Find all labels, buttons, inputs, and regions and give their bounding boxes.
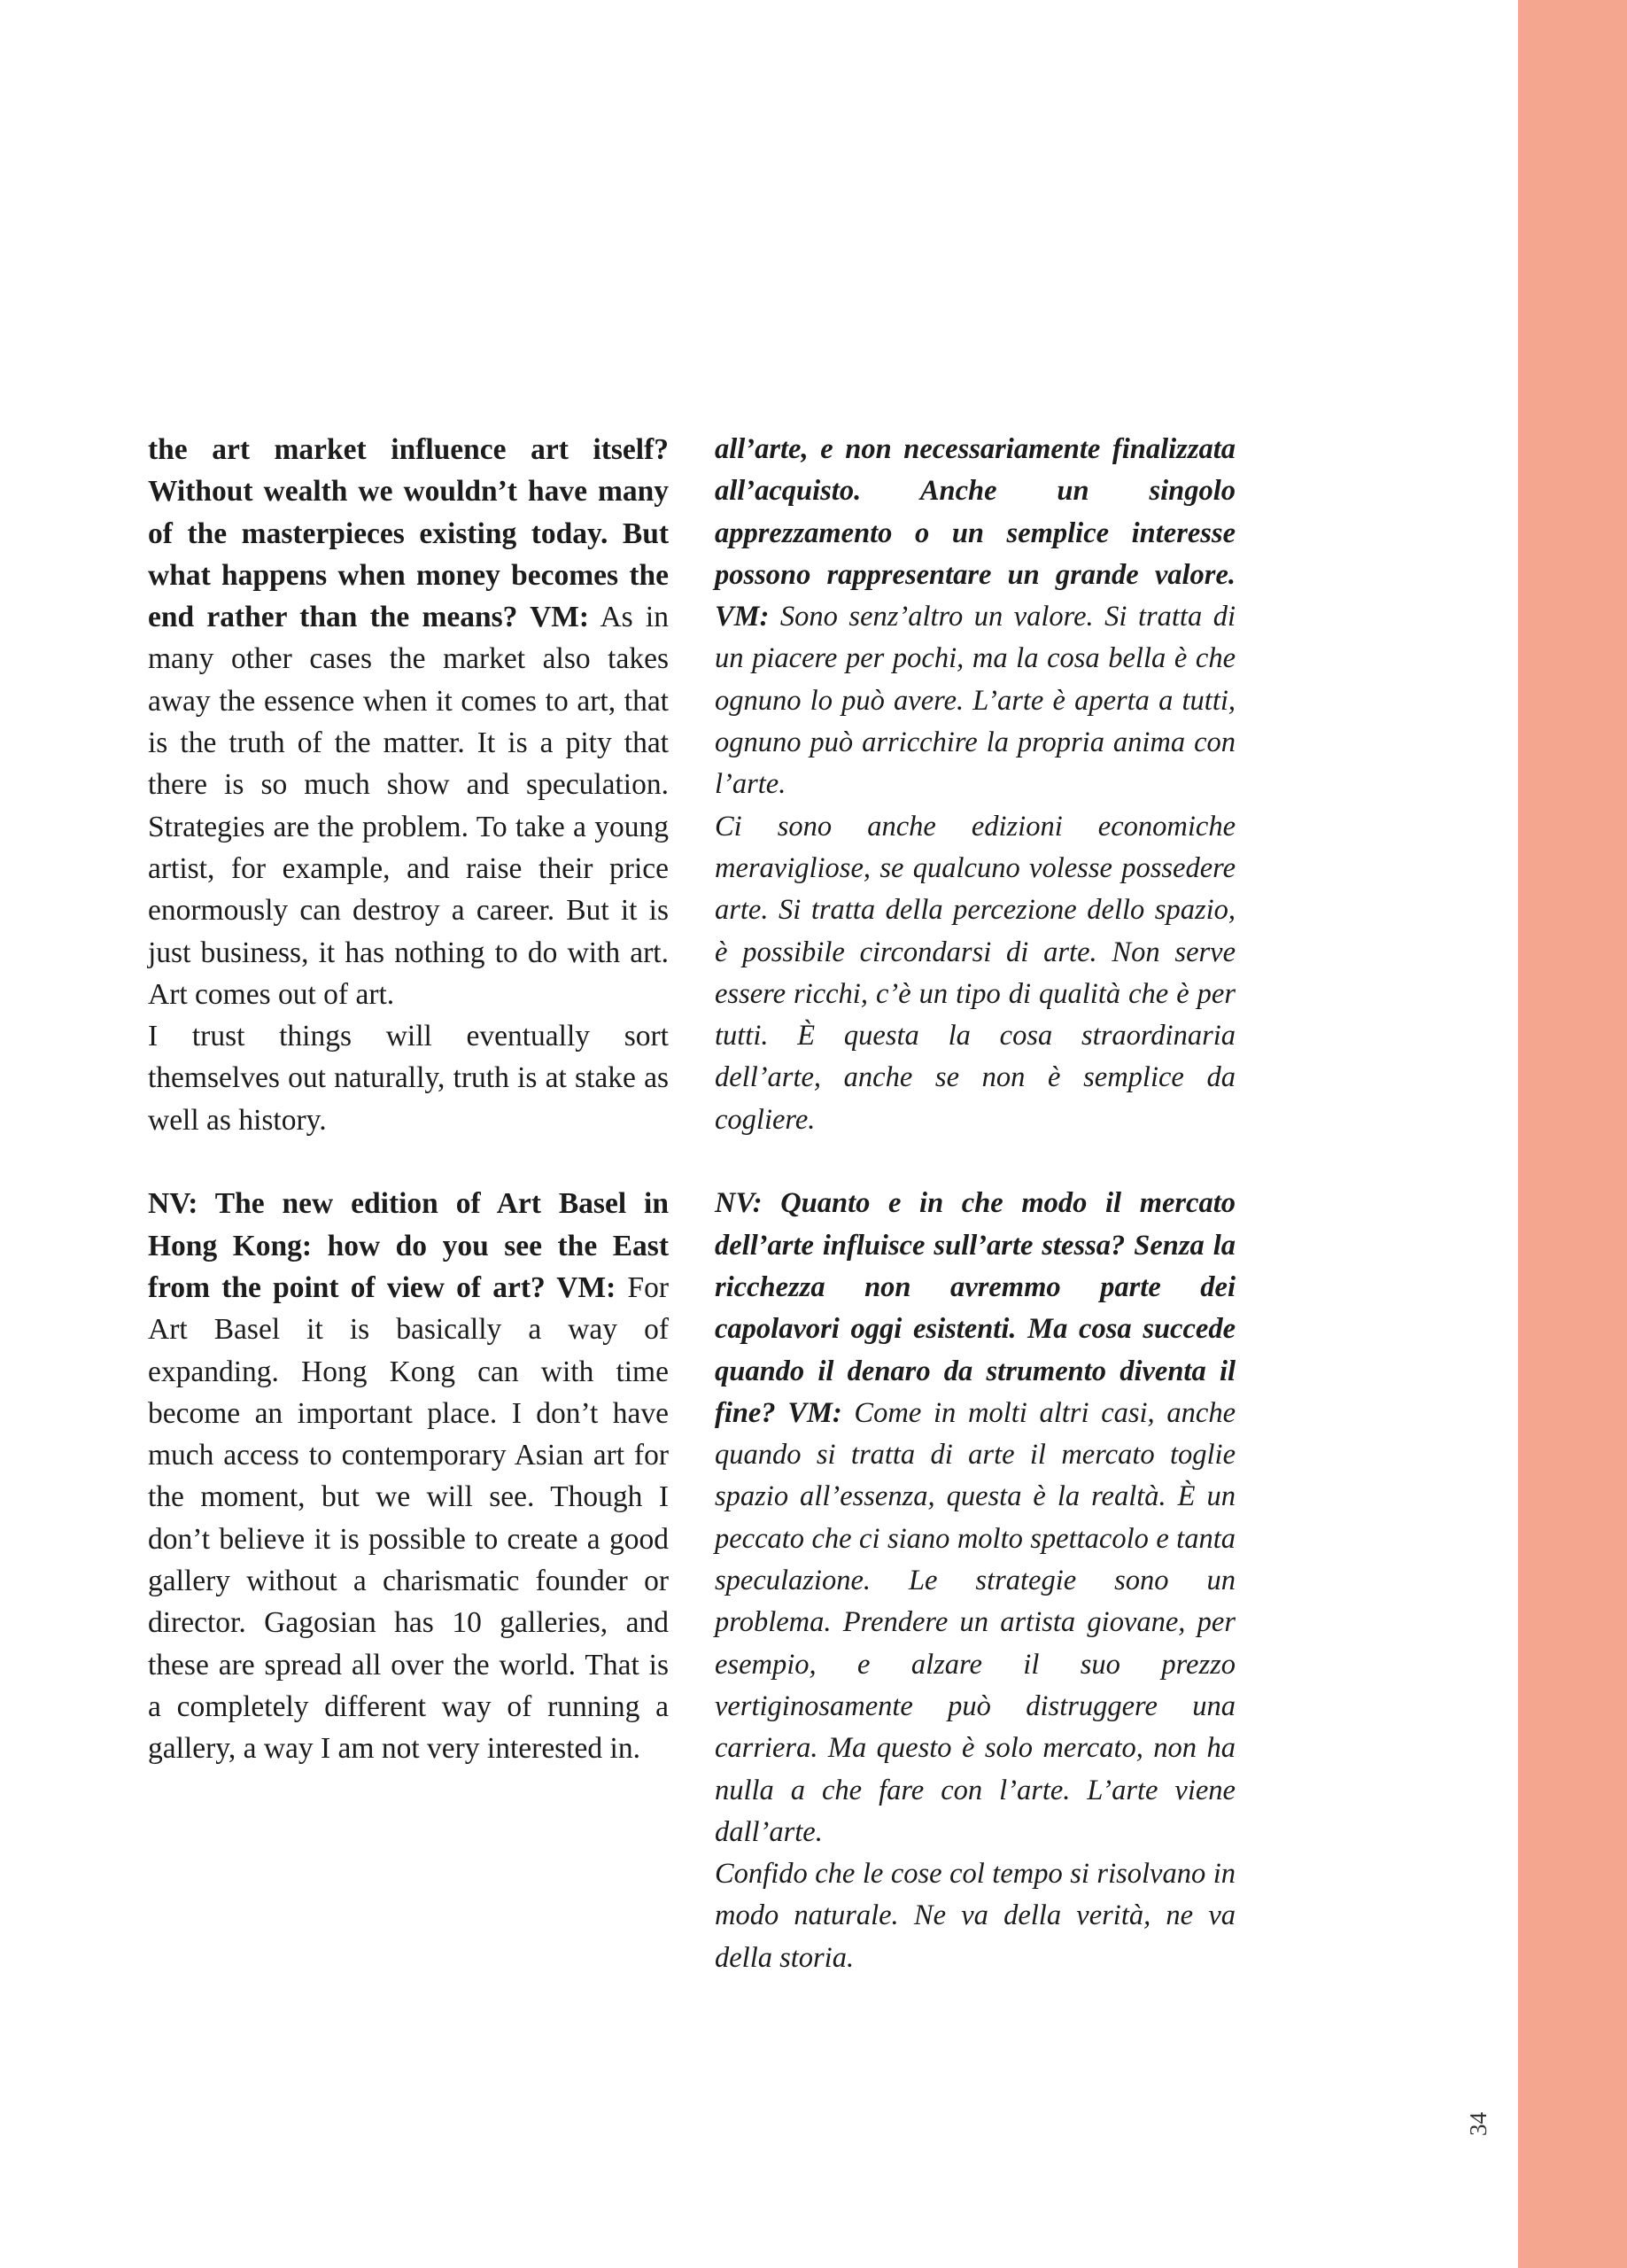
english-paragraph-2: I trust things will eventually sort themselves out naturally, truth is at stake as well as history.	[148, 1020, 669, 1137]
italian-paragraph-1	[715, 429, 1236, 806]
english-question-2: NV: The new edition of Art Basel in Hong Kong: how do you see the East from the point of view of art? VM:	[148, 1187, 669, 1304]
english-question-1: the art market influence art itself? Without wealth we wouldn’t have many of the masterpieces existing today. But what happens when money becomes the end rather than the means? VM:	[148, 433, 669, 634]
english-answer-1: As in many other cases the market also takes away the essence when it comes to art, that is the truth of the matter. It is a pity that there is so much show and speculation. Strategies are the problem. To take a young artist, for example, and raise their price enormously can destroy a career. But it is just business, it has nothing to do with art. Art comes out of art.	[148, 601, 669, 1011]
italian-answer-1: Sono senz’altro un valore. Si tratta di un piacere per pochi, ma la cosa bella è che ognuno lo può avere. L’arte è aperta a tutti, ognuno può arricchire la propria anima con l’arte.	[715, 601, 1236, 801]
italian-paragraph-2: Ci sono anche edizioni economiche meravigliose, se qualcuno volesse possedere arte. Si tratta della percezione dello spazio, è possibile circondarsi di arte. Non serve essere ricchi, c’è un tipo di qualità che è per tutti. È questa la cosa straordinaria dell’arte, anche se non è semplice da cogliere.	[715, 810, 1236, 1136]
english-paragraph-1	[148, 429, 669, 1015]
side-color-band	[1518, 0, 1627, 2268]
english-answer-2: For Art Basel it is basically a way of expanding. Hong Kong can with time become an important place. I don’t have much access to contemporary Asian art for the moment, but we will see. Though I don’t believe it is possible to create a good gallery without a charismatic founder or director. Gagosian has 10 galleries, and these are spread all over the world. That is a completely different way of running a gallery, a way I am not very interested in.	[148, 1270, 669, 1766]
italian-question-1: all’arte, e non necessariamente finalizzata all’acquisto. Anche un singolo apprezzamento o un semplice interesse possono rappresentare un grande valore. VM:	[715, 433, 1236, 633]
italian-question-2: NV: Quanto e in che modo il mercato dell’arte influisce sull’arte stessa? Senza la ricchezza non avremmo parte dei capolavori oggi esistenti. Ma cosa succede quando il denaro da strumento diventa il fine? VM:	[715, 1187, 1236, 1429]
page-number-text: 34	[1464, 2111, 1491, 2136]
italian-paragraph-3	[715, 1183, 1236, 1853]
italian-answer-2: Come in molti altri casi, anche quando si tratta di arte il mercato toglie spazio all’essenza, questa è la realtà. È un peccato che ci siano molto spettacolo e tanta speculazione. Le strategie sono un problema. Prendere un artista giovane, per esempio, e alzare il suo prezzo vertiginosamente può distruggere una carriera. Ma questo è solo mercato, non ha nulla a che fare con l’arte. L’arte viene dall’arte.	[715, 1396, 1236, 1848]
italian-paragraph-4: Confido che le cose col tempo si risolvano in modo naturale. Ne va della verità, ne va della storia.	[715, 1858, 1236, 1974]
english-column	[148, 429, 669, 1770]
english-paragraph-3	[148, 1183, 669, 1769]
page-number	[1464, 2107, 1491, 2140]
italian-column	[715, 429, 1236, 1979]
